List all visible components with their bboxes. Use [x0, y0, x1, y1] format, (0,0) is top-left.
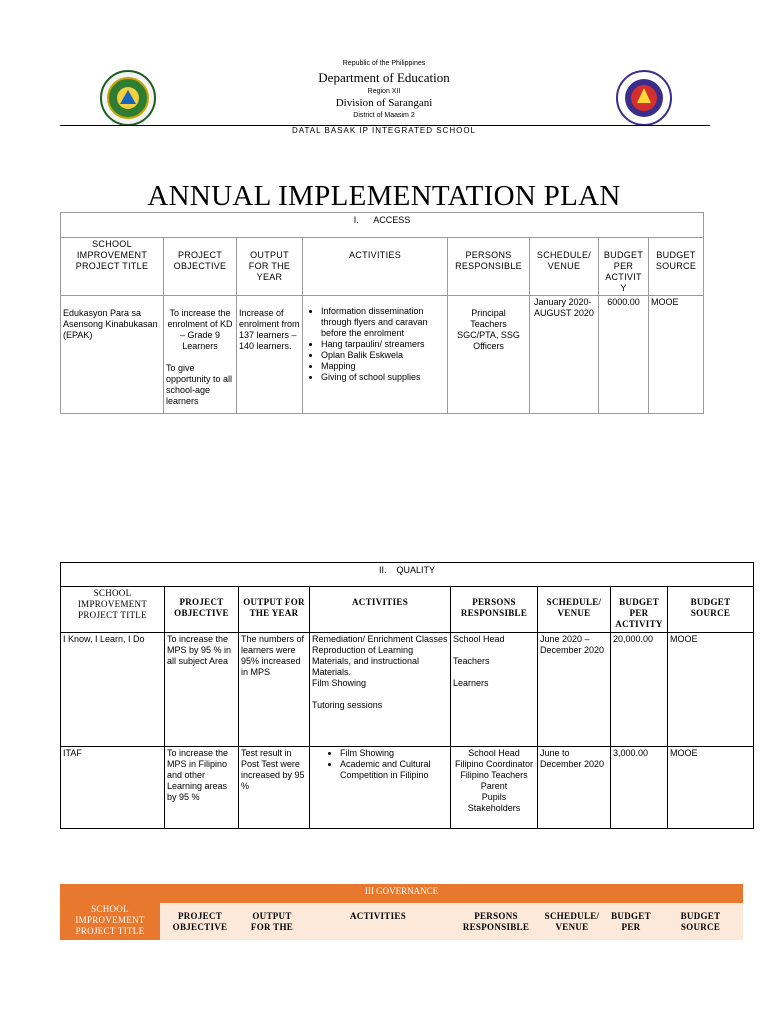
activities-list: [305, 306, 445, 383]
activities-cell: Remediation/ Enrichment Classes Reproduction of Learning Materials, and instructional Materials. Film Showing Tutoring sessions: [310, 633, 451, 747]
persons-cell: School Head Teachers Learners: [451, 633, 538, 747]
quality-section-label: QUALITY: [396, 565, 436, 575]
project-objective-cell: To increase the MPS in Filipino and other Learning areas by 95 %: [165, 747, 239, 829]
page-title: ANNUAL IMPLEMENTATION PLAN: [147, 180, 621, 212]
access-header-row: [61, 238, 704, 296]
schedule-cell: June to December 2020: [538, 747, 611, 829]
division-line: Division of Sarangani: [335, 97, 433, 109]
department-name: Department of Education: [318, 70, 450, 85]
activities-list: [312, 748, 448, 781]
project-objective-cell: To increase the MPS by 95 % in all subject Area: [165, 633, 239, 747]
col-header-activities: ACTIVITIES: [303, 238, 448, 296]
republic-line: Republic of the Philippines: [342, 60, 426, 67]
output-cell: Increase of enrolment from 137 learners – 140 learners.: [237, 296, 303, 414]
access-section-number: I.: [353, 215, 359, 225]
district-line: District of Maasim 2: [353, 112, 415, 119]
activity-item: • Oplan Balik Eskwela: [321, 350, 445, 361]
governance-header-row: [60, 903, 743, 940]
col-header-persons: PERSONS RESPONSIBLE: [451, 587, 538, 633]
schedule-cell: June 2020 – December 2020: [538, 633, 611, 747]
activities-cell: [310, 747, 451, 829]
col-header-activities: ACTIVITIES: [304, 903, 452, 940]
region-line: Region XII: [367, 88, 401, 95]
output-cell: The numbers of learners were 95% increased in MPS: [239, 633, 310, 747]
access-section-title: [61, 213, 704, 238]
objective-text: To give opportunity to all school-age learners: [166, 363, 233, 406]
quality-header-row: [61, 587, 754, 633]
col-header-title: SCHOOL IMPROVEMENT PROJECT TITLE: [61, 587, 165, 633]
col-header-title: SCHOOL IMPROVEMENT PROJECT TITLE: [61, 238, 164, 296]
col-header-output: OUTPUT FOR THE: [240, 903, 304, 940]
table-row: [61, 296, 704, 414]
col-header-objective: PROJECT OBJECTIVE: [164, 238, 237, 296]
activity-item: • Mapping: [321, 361, 445, 372]
col-header-persons: PERSONS RESPONSIBLE: [452, 903, 540, 940]
budget-cell: 20,000.00: [611, 633, 668, 747]
col-header-title: SCHOOL IMPROVEMENT PROJECT TITLE: [60, 903, 160, 940]
activity-item: • Giving of school supplies: [321, 372, 445, 383]
col-header-activities: ACTIVITIES: [310, 587, 451, 633]
persons-cell: Principal Teachers SGC/PTA, SSG Officers: [448, 296, 530, 414]
quality-section-number: II.: [379, 565, 387, 575]
table-row: [61, 633, 754, 747]
school-name: DATAL BASAK IP INTEGRATED SCHOOL: [291, 126, 477, 135]
project-objective-cell: [164, 296, 237, 414]
col-header-output: OUTPUT FOR THE YEAR: [239, 587, 310, 633]
col-header-budget: BUDGET PER ACTIVITY: [611, 587, 668, 633]
col-header-budget: BUDGET PER: [604, 903, 658, 940]
col-header-objective: PROJECT OBJECTIVE: [160, 903, 240, 940]
project-title-cell: ITAF: [61, 747, 165, 829]
objective-text: To increase the enrolment of KD – Grade 9 Learners: [167, 308, 233, 351]
col-header-schedule: SCHEDULE/ VENUE: [530, 238, 599, 296]
quality-table: [60, 562, 754, 829]
project-title-cell: I Know, I Learn, I Do: [61, 633, 165, 747]
col-header-objective: PROJECT OBJECTIVE: [165, 587, 239, 633]
source-cell: MOOE: [668, 747, 754, 829]
source-cell: MOOE: [649, 296, 704, 414]
col-header-source: BUDGET SOURCE: [649, 238, 704, 296]
table-row: [61, 747, 754, 829]
output-cell: Test result in Post Test were increased by 95 %: [239, 747, 310, 829]
activity-item: • Information dissemination through flyers and caravan before the enrolment: [321, 306, 445, 339]
budget-cell: 6000.00: [599, 296, 649, 414]
activities-cell: [303, 296, 448, 414]
governance-section-title: III GOVERNANCE: [60, 884, 743, 903]
col-header-source: BUDGET SOURCE: [658, 903, 743, 940]
persons-cell: School Head Filipino Coordinator Filipino Teachers Parent Pupils Stakeholders: [451, 747, 538, 829]
col-header-schedule: SCHEDULE/ VENUE: [538, 587, 611, 633]
governance-table: [60, 884, 743, 940]
source-cell: MOOE: [668, 633, 754, 747]
quality-section-title: [61, 563, 754, 587]
activity-item: • Hang tarpaulin/ streamers: [321, 339, 445, 350]
budget-cell: 3,000.00: [611, 747, 668, 829]
schedule-cell: January 2020- AUGUST 2020: [530, 296, 599, 414]
activity-item: • Academic and Cultural Competition in Filipino: [340, 759, 448, 781]
col-header-output: OUTPUT FOR THE YEAR: [237, 238, 303, 296]
access-table: [60, 212, 704, 414]
col-header-source: BUDGET SOURCE: [668, 587, 754, 633]
activity-item: • Film Showing: [340, 748, 448, 759]
col-header-persons: PERSONS RESPONSIBLE: [448, 238, 530, 296]
project-title-cell: Edukasyon Para sa Asensong Kinabukasan (EPAK): [61, 296, 164, 414]
col-header-budget: BUDGET PER ACTIVIT Y: [599, 238, 649, 296]
access-section-label: ACCESS: [373, 215, 411, 225]
col-header-schedule: SCHEDULE/ VENUE: [540, 903, 604, 940]
